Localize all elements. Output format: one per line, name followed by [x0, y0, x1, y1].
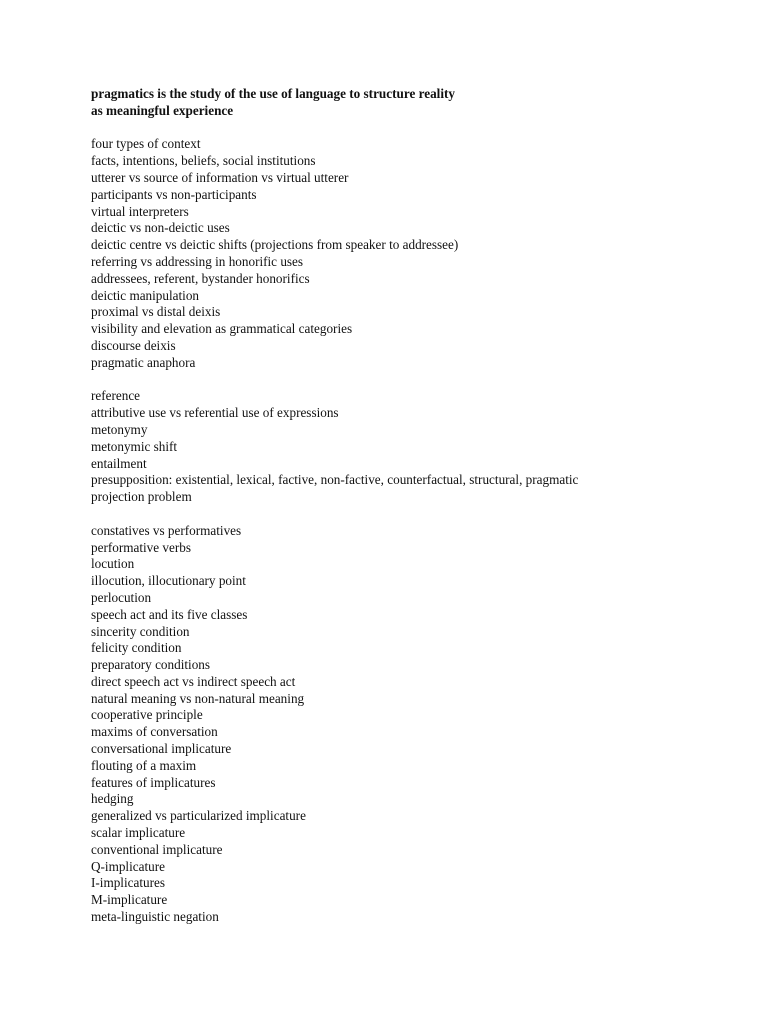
list-item: referring vs addressing in honorific uses	[91, 253, 304, 269]
list-item: flouting of a maxim	[91, 757, 197, 773]
list-item: deictic centre vs deictic shifts (projections from speaker to addressee)	[91, 237, 459, 253]
list-item: metonymic shift	[91, 438, 178, 454]
list-item: I-implicatures	[91, 875, 165, 891]
list-item: maxims of conversation	[91, 724, 218, 740]
list-item: speech act and its five classes	[91, 606, 248, 622]
list-item: visibility and elevation as grammatical categories	[91, 321, 353, 337]
term-section	[91, 388, 751, 506]
title-line: as meaningful experience	[91, 102, 234, 118]
list-item: sincerity condition	[91, 623, 190, 639]
list-item: reference	[91, 388, 141, 404]
list-item: scalar implicature	[91, 825, 186, 841]
list-item: discourse deixis	[91, 337, 176, 353]
list-item: M-implicature	[91, 892, 168, 908]
list-item: facts, intentions, beliefs, social institutions	[91, 153, 316, 169]
list-item: four types of context	[91, 136, 201, 152]
list-item: addressees, referent, bystander honorifics	[91, 270, 310, 286]
list-item: virtual interpreters	[91, 203, 189, 219]
list-item: natural meaning vs non-natural meaning	[91, 690, 305, 706]
list-item: attributive use vs referential use of expressions	[91, 405, 339, 421]
list-item: conventional implicature	[91, 841, 223, 857]
list-item: illocution, illocutionary point	[91, 573, 246, 589]
title-line: pragmatics is the study of the use of language to structure reality	[91, 86, 455, 101]
list-item: participants vs non-participants	[91, 186, 257, 202]
list-item: perlocution	[91, 589, 152, 605]
list-item: meta-linguistic negation	[91, 909, 219, 925]
list-item: presupposition: existential, lexical, factive, non-factive, counterfactual, structural, pragmatic	[91, 472, 579, 488]
list-item: proximal vs distal deixis	[91, 304, 221, 320]
list-item: cooperative principle	[91, 707, 203, 723]
list-item: features of implicatures	[91, 774, 216, 790]
list-item: constatives vs performatives	[91, 522, 242, 538]
list-item: deictic vs non-deictic uses	[91, 220, 230, 236]
list-item: locution	[91, 556, 135, 572]
list-item: pragmatic anaphora	[91, 354, 196, 370]
list-item: performative verbs	[91, 539, 191, 555]
list-item: hedging	[91, 791, 134, 807]
list-item: direct speech act vs indirect speech act	[91, 673, 296, 689]
document-body	[91, 86, 751, 943]
list-item: utterer vs source of information vs virtual utterer	[91, 169, 349, 185]
list-item: deictic manipulation	[91, 287, 200, 303]
list-item: preparatory conditions	[91, 657, 211, 673]
term-sections	[91, 136, 751, 925]
list-item: conversational implicature	[91, 741, 232, 757]
list-item: projection problem	[91, 489, 192, 505]
list-item: felicity condition	[91, 640, 182, 656]
term-section	[91, 136, 751, 371]
list-item: Q-implicature	[91, 858, 165, 874]
list-item: generalized vs particularized implicature	[91, 808, 306, 824]
document-title	[91, 86, 751, 120]
term-section	[91, 523, 751, 926]
list-item: entailment	[91, 455, 147, 471]
list-item: metonymy	[91, 421, 148, 437]
